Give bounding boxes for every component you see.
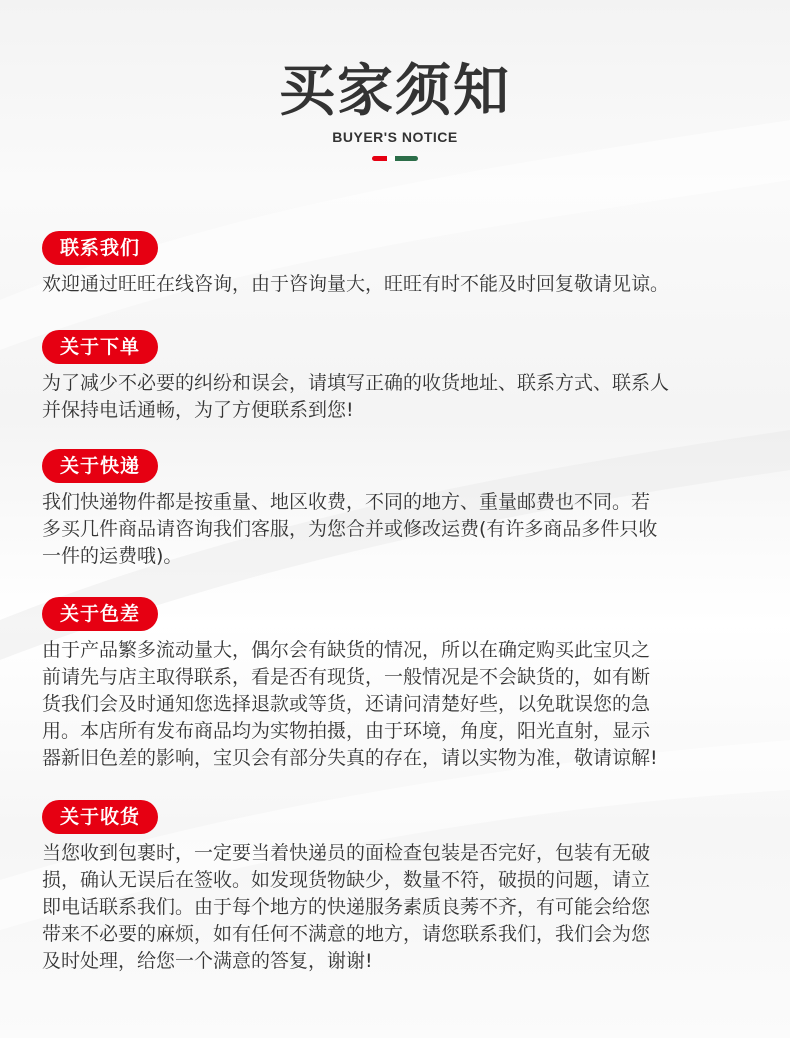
page-subtitle: BUYER'S NOTICE — [332, 129, 458, 145]
section-body: 当您收到包裹时，一定要当着快递员的面检查包装是否完好，包装有无破 损，确认无误后在签收。如发现货物缺少，数量不符，破损的问题，请立 即电话联系我们。由于每个地方的快递服务素质良莠不齐，有可能会给您 带来不必要的麻烦，如有任何不满意的地方，请您联系我们，我们会为您 及时处理，给您一个满意的答复，谢谢! — [42, 842, 651, 972]
page-title: 买家须知 — [279, 59, 511, 124]
section-heading-badge: 联系我们 — [42, 231, 158, 265]
section-heading-badge: 关于收货 — [42, 800, 158, 834]
section-body: 为了减少不必要的纠纷和误会，请填写正确的收货地址、联系方式、联系人 并保持电话通畅，为了方便联系到您! — [42, 372, 670, 421]
section-ordering — [42, 330, 762, 424]
section-contact — [42, 231, 762, 298]
tricolor-divider — [372, 156, 418, 161]
section-heading-badge: 关于色差 — [42, 597, 158, 631]
section-receiving — [42, 800, 762, 975]
section-body: 我们快递物件都是按重量、地区收费，不同的地方、重量邮费也不同。若 多买几件商品请咨询我们客服，为您合并或修改运费(有许多商品多件只收 一件的运费哦)。 — [42, 491, 658, 567]
section-heading-badge: 关于快递 — [42, 449, 158, 483]
section-color-difference — [42, 597, 762, 772]
section-body: 欢迎通过旺旺在线咨询，由于咨询量大，旺旺有时不能及时回复敬请见谅。 — [42, 273, 670, 295]
page-header — [0, 58, 790, 161]
section-heading-badge: 关于下单 — [42, 330, 158, 364]
section-shipping — [42, 449, 762, 570]
section-body: 由于产品繁多流动量大，偶尔会有缺货的情况，所以在确定购买此宝贝之 前请先与店主取得联系，看是否有现货，一般情况是不会缺货的，如有断 货我们会及时通知您选择退款或等货，还请问清楚好些，以免耽误您的急 用。本店所有发布商品均为实物拍摄，由于环境，角度，阳光直射，显示 器新旧色差的影响，宝贝会有部分失真的存在，请以实物为准，敬请谅解! — [42, 639, 658, 769]
